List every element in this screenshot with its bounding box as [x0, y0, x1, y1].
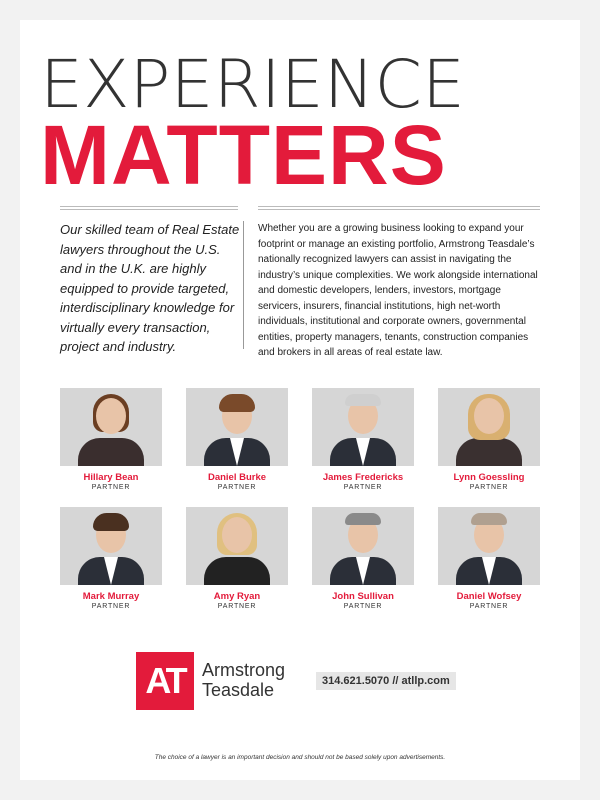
- rule-right: [258, 206, 540, 210]
- person-card: [312, 388, 414, 492]
- person-name: Amy Ryan: [213, 591, 261, 602]
- intro-text: Our skilled team of Real Estate lawyers throughout the U.S. and in the U.K. are highly equipped to provide targeted, interdisciplinary knowledge for virtually every transaction, project and industry.: [60, 222, 240, 354]
- headline-experience: EXPERIENCE: [40, 46, 465, 123]
- portrait-photo: [312, 388, 414, 466]
- person-card: [438, 388, 540, 492]
- person-card: [60, 507, 162, 611]
- person-card: [60, 388, 162, 492]
- person-name: Daniel Wofsey: [456, 591, 522, 602]
- person-title: PARTNER: [217, 603, 257, 610]
- portrait-photo: [438, 388, 540, 466]
- person-title: PARTNER: [343, 603, 383, 610]
- person-title: PARTNER: [469, 484, 509, 491]
- person-name: Hillary Bean: [83, 472, 139, 483]
- firm-name: [202, 660, 285, 700]
- portrait-photo: [60, 388, 162, 466]
- portrait-photo: [186, 388, 288, 466]
- headline-matters: MATTERS: [40, 108, 447, 202]
- person-name: Mark Murray: [82, 591, 140, 602]
- person-name: Lynn Goessling: [453, 472, 525, 483]
- rule-left: [60, 206, 238, 210]
- firm-name-line1: Armstrong: [202, 660, 286, 680]
- person-name: Daniel Burke: [207, 472, 267, 483]
- person-card: [186, 388, 288, 492]
- contact-info: 314.621.5070 // atllp.com: [316, 672, 456, 690]
- firm-logo: [136, 652, 194, 710]
- portrait-photo: [186, 507, 288, 585]
- column-divider: [243, 221, 244, 349]
- portrait-photo: [312, 507, 414, 585]
- person-title: PARTNER: [91, 484, 131, 491]
- logo-mark: AT: [145, 660, 185, 701]
- portrait-photo: [60, 507, 162, 585]
- person-title: PARTNER: [469, 603, 509, 610]
- body-text: Whether you are a growing business looking to expand your footprint or manage an existing portfolio, Armstrong Teasdale’s nationally recognized lawyers can assist in navigating the industry’s unique complexities. We work alongside international and domestic developers, lenders, investors, mortgage servicers, insurers, financial institutions, high net-worth individuals, institutional and corporate owners, governmental entities, property managers, tenants, construction companies and brokers in all areas of real estate law.: [258, 223, 538, 358]
- person-title: PARTNER: [217, 484, 257, 491]
- portrait-photo: [438, 507, 540, 585]
- person-title: PARTNER: [343, 484, 383, 491]
- person-card: [186, 507, 288, 611]
- firm-name-line2: Teasdale: [202, 680, 275, 700]
- person-title: PARTNER: [91, 603, 131, 610]
- person-card: [438, 507, 540, 611]
- person-card: [312, 507, 414, 611]
- person-name: John Sullivan: [332, 591, 394, 602]
- person-name: James Fredericks: [322, 472, 404, 483]
- disclaimer: The choice of a lawyer is an important decision and should not be based solely upon advertisements.: [154, 754, 446, 761]
